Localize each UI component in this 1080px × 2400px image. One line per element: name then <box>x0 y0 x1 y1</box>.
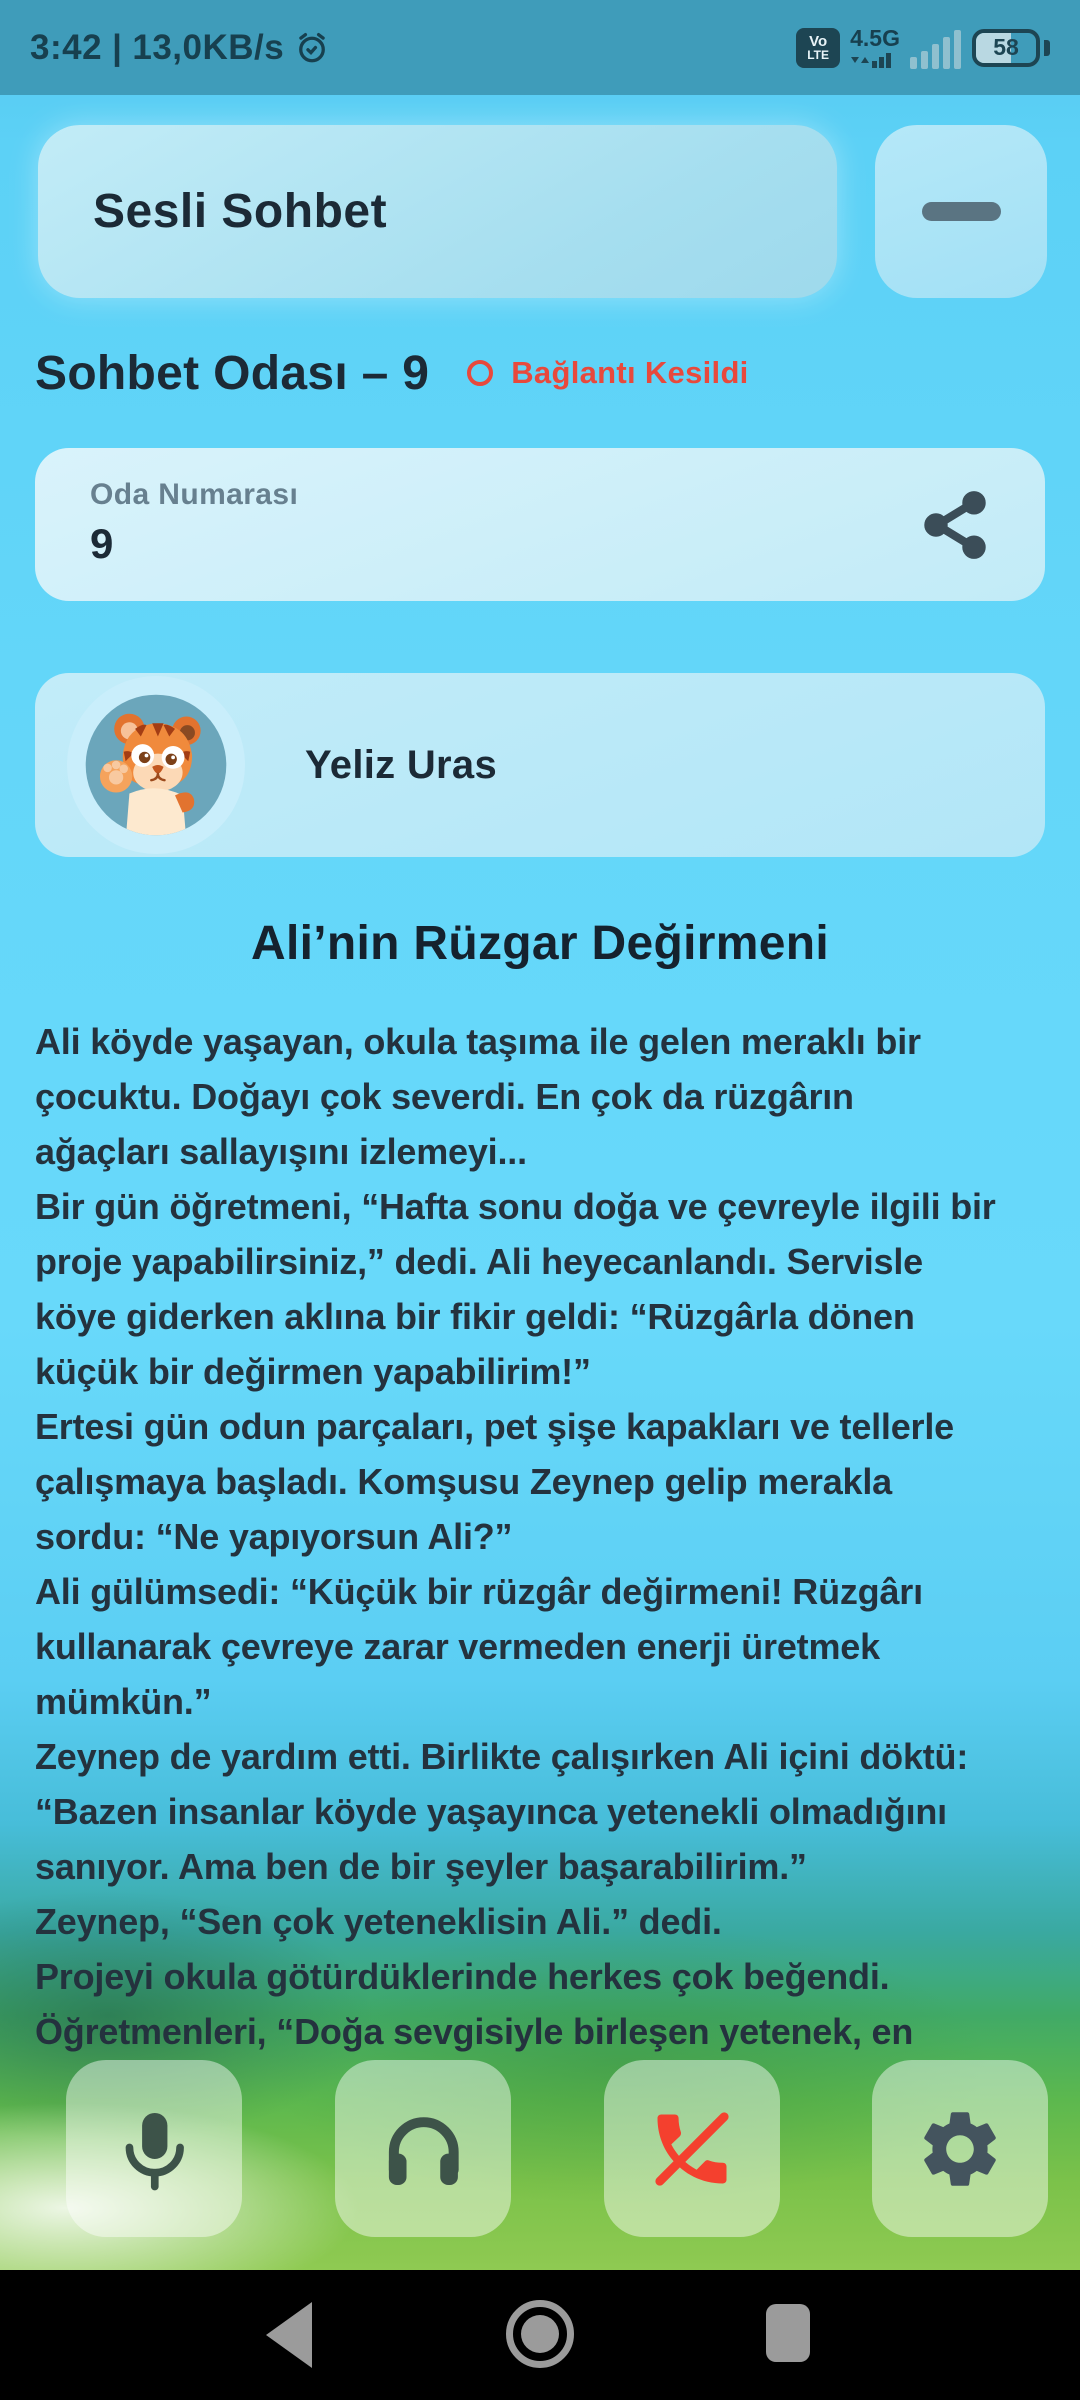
settings-button[interactable] <box>872 2060 1048 2237</box>
story-line: Ertesi gün odun parçaları, pet şişe kapakları ve tellerle <box>35 1406 954 1447</box>
story-line: Öğretmenleri, “Doğa sevgisiyle birleşen yetenek, en <box>35 2011 914 2052</box>
alarm-clock-icon <box>294 30 330 66</box>
volte-bottom-label: LTE <box>807 48 830 62</box>
phone-slash-icon <box>646 2103 738 2195</box>
nav-home-icon <box>521 2315 559 2353</box>
network-type-label: 4.5G <box>850 25 900 51</box>
story-line: Ali köyde yaşayan, okula taşıma ile gelen meraklı bir <box>35 1021 921 1062</box>
story-line: Bir gün öğretmeni, “Hafta sonu doğa ve çevreyle ilgili bir <box>35 1186 996 1227</box>
story-line: köye giderken aklına bir fikir geldi: “Rüzgârla dönen <box>35 1296 915 1337</box>
status-bar <box>0 0 1080 95</box>
status-right <box>796 27 1050 69</box>
app-title: Sesli Sohbet <box>93 185 388 238</box>
microphone-button[interactable] <box>66 2060 242 2237</box>
clock-time: 3:42 <box>30 27 103 67</box>
network-indicator <box>850 27 900 68</box>
story-line: “Bazen insanlar köyde yaşayınca yetenekli olmadığını <box>35 1791 947 1832</box>
share-icon <box>917 487 993 563</box>
minimize-button[interactable] <box>875 125 1047 298</box>
story-line: sanıyor. Ama ben de bir şeyler başarabilirim.” <box>35 1846 807 1887</box>
headphones-icon <box>377 2103 469 2195</box>
story-line: ağaçları sallayışını izlemeyi... <box>35 1131 527 1172</box>
participant-card <box>35 673 1045 857</box>
data-arrows-signal-icon <box>850 50 896 68</box>
end-call-button[interactable] <box>604 2060 780 2237</box>
connection-status-text: Bağlantı Kesildi <box>511 355 749 390</box>
story-title: Ali’nin Rüzgar Değirmeni <box>251 917 829 970</box>
nav-recents-button[interactable] <box>766 2304 810 2362</box>
participant-name: Yeliz Uras <box>305 742 498 787</box>
story-line: kullanarak çevreye zarar vermeden enerji üretmek <box>35 1626 880 1667</box>
android-nav-bar <box>0 2270 1080 2400</box>
signal-bars-icon <box>910 27 962 69</box>
story-line: çalışmaya başladı. Komşusu Zeynep gelip merakla <box>35 1461 892 1502</box>
story-line: Zeynep de yardım etti. Birlikte çalışırken Ali içini döktü: <box>35 1736 969 1777</box>
volte-icon <box>796 28 840 68</box>
story-line: çocuktu. Doğayı çok severdi. En çok da rüzgârın <box>35 1076 854 1117</box>
avatar <box>67 676 245 854</box>
gear-icon <box>914 2103 1006 2195</box>
room-title-row <box>35 338 1060 408</box>
app-header-card <box>38 125 837 298</box>
room-number-value: 9 <box>90 520 114 567</box>
story-line: Projeyi okula götürdüklerinde herkes çok beğendi. <box>35 1956 890 1997</box>
room-title: Sohbet Odası – 9 <box>35 346 430 400</box>
tiger-avatar-icon <box>80 689 232 841</box>
volte-top-label: Vo <box>809 33 828 50</box>
microphone-icon <box>108 2103 200 2195</box>
nav-home-button[interactable] <box>506 2300 574 2368</box>
network-speed: 13,0KB/s <box>132 27 285 67</box>
nav-back-button[interactable] <box>266 2302 312 2368</box>
minimize-icon <box>922 202 1001 221</box>
story-line: mümkün.” <box>35 1681 212 1722</box>
story-text[interactable] <box>35 1014 1047 2064</box>
status-left <box>30 28 330 68</box>
story-line: proje yapabilirsiniz,” dedi. Ali heyecanlandı. Servisle <box>35 1241 923 1282</box>
headphones-button[interactable] <box>335 2060 511 2237</box>
battery-icon <box>972 29 1040 67</box>
story-line: Zeynep, “Sen çok yeteneklisin Ali.” dedi. <box>35 1901 722 1942</box>
connection-status-icon <box>467 360 493 386</box>
share-button[interactable] <box>917 487 993 563</box>
story-line: küçük bir değirmen yapabilirim!” <box>35 1351 591 1392</box>
story-line: Ali gülümsedi: “Küçük bir rüzgâr değirmeni! Rüzgârı <box>35 1571 923 1612</box>
status-divider: | <box>112 27 123 67</box>
room-number-card <box>35 448 1045 601</box>
battery-percent: 58 <box>993 34 1019 60</box>
room-number-label: Oda Numarası <box>90 478 299 511</box>
battery-tip <box>1044 40 1050 56</box>
story-line: sordu: “Ne yapıyorsun Ali?” <box>35 1516 513 1557</box>
